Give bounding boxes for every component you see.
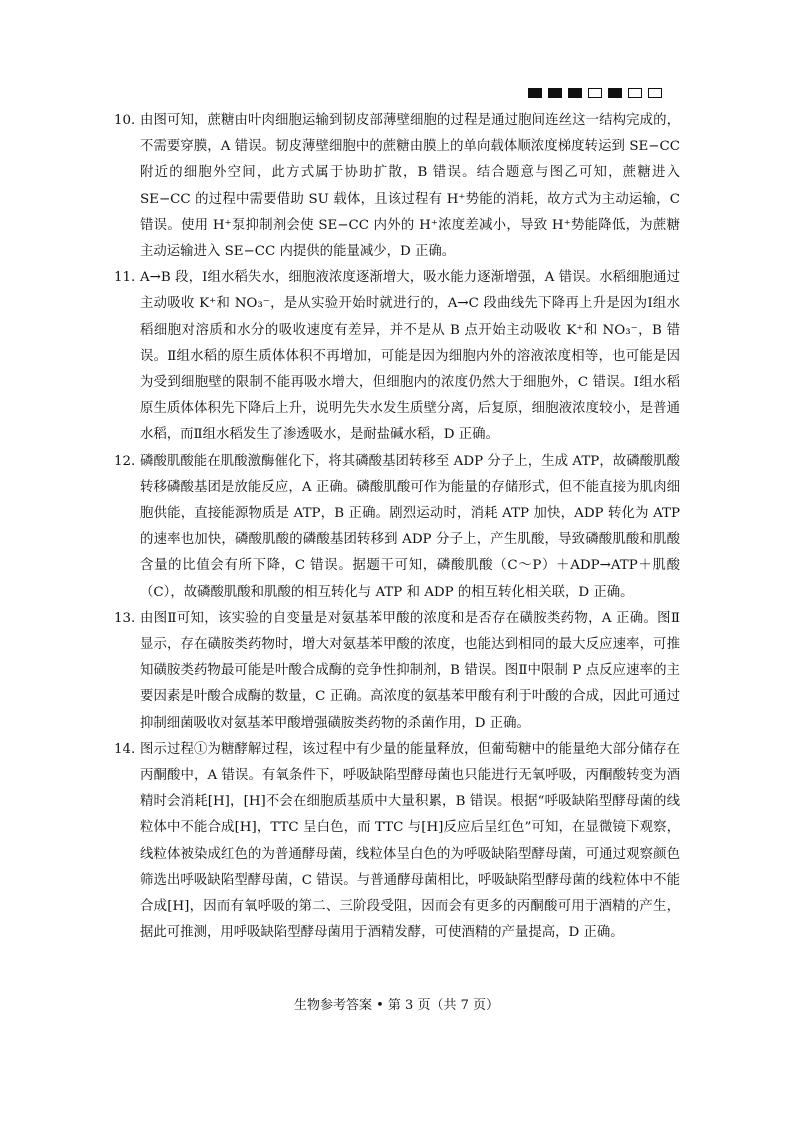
answer-text: A→B 段，Ⅰ组水稻失水，细胞液浓度逐渐增大，吸水能力逐渐增强，A 错误。水稻细胞通过主动吸收 K⁺和 NO₃⁻，是从实验开始时就进行的，A→C 段曲线先下降再上升是因为Ⅰ组水稻细胞对溶质和水分的吸收速度有差异，并不是从 B 点开始主动吸收 K⁺和 NO₃⁻，B 错误。Ⅱ组水稻的原生质体体积不再增加，可能是因为细胞内外的溶液浓度相等，也可能是因为受到细胞壁的限制不能再吸水增大，但细胞内的浓度仍然大于细胞外，C 错误。Ⅰ组水稻原生质体体积先下降后上升，说明先失水发生质壁分离，后复原，细胞液浓度较小，是普通水稻，而Ⅱ组水稻发生了渗透吸水，是耐盐碱水稻，D 正确。 — [140, 270, 680, 443]
answer-text: 由图Ⅱ可知，该实验的自变量是对氨基苯甲酸的浓度和是否存在磺胺类药物，A 正确。图Ⅱ显示，存在磺胺类药物时，增大对氨基苯甲酸的浓度，也能达到相同的最大反应速率，可推知磺胺类药物最可能是叶酸合成酶的竞争性抑制剂，B 错误。图Ⅱ中限制 P 点反应速率的主要因素是叶酸合成酶的数量，C 正确。高浓度的氨基苯甲酸有利于叶酸的合成，因此可通过抑制细菌吸收对氨基苯甲酸增强磺胺类药物的杀菌作用，D 正确。 — [140, 610, 680, 731]
progress-mark — [628, 88, 642, 98]
answer-text: 磷酸肌酸能在肌酸激酶催化下，将其磷酸基团转移至 ADP 分子上，生成 ATP，故磷酸肌酸转移磷酸基团是放能反应，A 正确。磷酸肌酸可作为能量的存储形式，但不能直接为肌肉细胞供能，直接能源物质是 ATP，B 正确。剧烈运动时，消耗 ATP 加快，ADP 转化为 ATP 的速率也加快，磷酸肌酸的磷酸基团转移到 ADP 分子上，产生肌酸，导致磷酸肌酸和肌酸含量的比值会有所下降，C 错误。据题干可知，磷酸肌酸（C～P）＋ADP→ATP＋肌酸（C），故磷酸肌酸和肌酸的相互转化与 ATP 和 ADP 的相互转化相关联，D 正确。 — [140, 453, 680, 600]
progress-mark — [528, 88, 542, 98]
progress-marks — [528, 88, 662, 98]
answer-text: 由图可知，蔗糖由叶肉细胞运输到韧皮部薄壁细胞的过程是通过胞间连丝这一结构完成的，不需要穿膜，A 错误。韧皮薄壁细胞中的蔗糖由膜上的单向载体顺浓度梯度转运到 SE−CC 附近的细胞外空间，此方式属于协助扩散，B 错误。结合题意与图乙可知，蔗糖进入 SE−CC 的过程中需要借助 SU 载体，且该过程有 H⁺势能的消耗，故方式为主动运输，C 错误。使用 H⁺泵抑制剂会使 SE−CC 内外的 H⁺浓度差减小，导致 H⁺势能降低，为蔗糖主动运输进入 SE−CC 内提供的能量减少，D 正确。 — [140, 113, 680, 260]
page-footer: 生物参考答案 • 第 3 页（共 7 页） — [293, 998, 499, 1013]
answer-number: 10. — [114, 113, 136, 128]
answer-item — [114, 606, 680, 737]
progress-mark — [568, 88, 582, 98]
answer-number: 14. — [114, 741, 136, 757]
answer-number: 13. — [114, 610, 136, 626]
progress-mark — [548, 88, 562, 98]
answer-number: 12. — [114, 453, 136, 469]
progress-mark — [588, 88, 602, 98]
answer-number: 11. — [114, 270, 136, 286]
answer-item — [114, 737, 680, 947]
answer-item — [114, 265, 680, 448]
answer-text: 图示过程①为糖酵解过程，该过程中有少量的能量释放，但葡萄糖中的能量绝大部分储存在丙酮酸中，A 错误。有氧条件下，呼吸缺陷型酵母菌也只能进行无氧呼吸，丙酮酸转变为酒精时会消耗[H]，[H]不会在细胞质基质中大量积累，B 错误。根据“呼吸缺陷型酵母菌的线粒体中不能合成[H]，TTC 呈白色，而 TTC 与[H]反应后呈红色”可知，在显微镜下观察，线粒体被染成红色的为普通酵母菌，线粒体呈白色的为呼吸缺陷型酵母菌，可通过观察颜色筛选出呼吸缺陷型酵母菌，C 错误。与普通酵母菌相比，呼吸缺陷型酵母菌的线粒体中不能合成[H]，因而有氧呼吸的第二、三阶段受阻，因而会有更多的丙酮酸可用于酒精的产生，据此可推测，用呼吸缺陷型酵母菌用于酒精发酵，可使酒精的产量提高，D 正确。 — [140, 741, 680, 941]
answer-item — [114, 108, 680, 265]
answer-item — [114, 449, 680, 606]
progress-mark — [608, 88, 622, 98]
answer-list — [114, 108, 680, 947]
progress-mark — [648, 88, 662, 98]
